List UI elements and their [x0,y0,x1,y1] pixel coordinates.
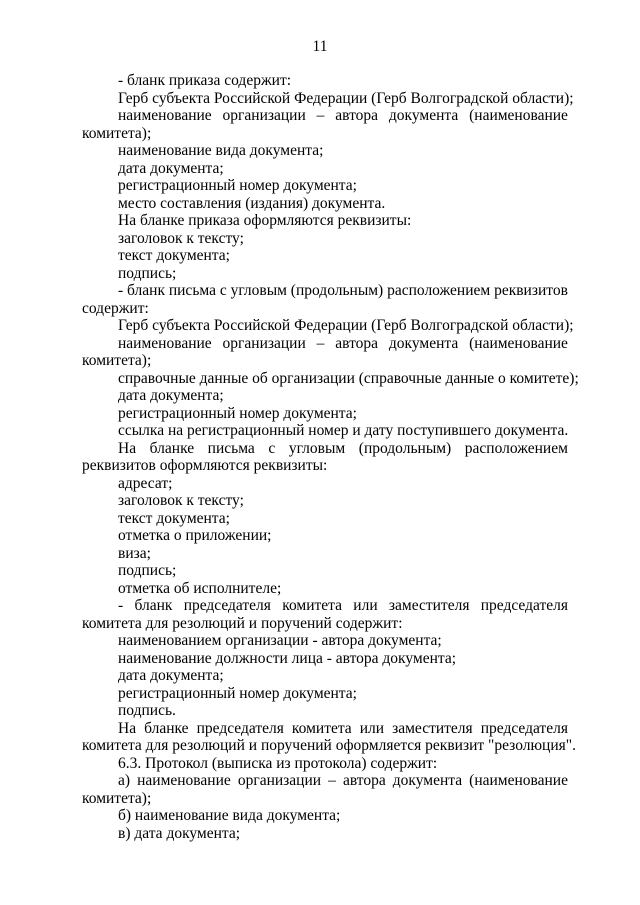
text-line: в) дата документа; [118,824,241,842]
word: организации [222,107,306,124]
text-line: наименование вида документа; [118,142,324,159]
document-body [82,72,579,842]
word: – [328,772,336,789]
text-line: отметка о приложении; [118,527,272,544]
text-line: подпись. [118,702,176,719]
text-line: подпись; [118,264,177,282]
text-line: - бланк приказа содержит: [118,72,292,89]
word: письма [168,282,216,299]
text-line: текст документа; [118,509,230,527]
word: или [353,597,378,614]
text-line: комитета); [82,352,152,369]
word: (наименование [469,107,568,124]
text-line: дата документа; [118,159,224,177]
word: На [118,439,137,457]
word: - [118,282,124,299]
word: реквизитов [494,282,568,299]
text-line: Герб субъекта Российской Федерации (Герб Волгоградской области); [118,317,574,334]
text-line: ссылка на регистрационный номер и дату поступившего документа. [118,422,569,439]
word: автора [342,772,386,789]
word: организации [237,772,322,789]
text-line: На бланке приказа оформляются реквизиты: [118,212,412,229]
word: организации [222,334,306,352]
word: документа [392,772,463,789]
word: документа [388,107,459,124]
word: бланке [149,439,195,457]
text-line: комитета); [82,789,152,807]
page-number: 11 [312,38,328,55]
text-line: наименование должности лица - автора документа; [118,649,457,667]
word: (продольным) [290,282,384,299]
word: с [268,439,276,457]
word: с [219,282,227,299]
word: бланк [127,282,165,299]
word: заместителя [392,719,473,737]
text-line: Герб субъекта Российской Федерации (Герб Волгоградской области); [118,89,574,107]
word: – [316,107,325,124]
word: или [359,719,385,737]
text-line [82,720,568,738]
text-line: подпись; [118,562,177,579]
text-line [82,282,568,300]
word: угловым [288,439,346,457]
word: председателя [196,719,284,737]
text-line [82,597,568,615]
word: расположением [387,282,491,299]
text-line: дата документа; [118,387,224,404]
word: (наименование [469,334,568,352]
word: (наименование [469,772,568,789]
text-line [82,335,568,353]
text-line: комитета); [82,124,152,142]
word: На [118,719,137,737]
text-line: регистрационный номер документа; [118,684,357,702]
text-line: комитета для резолюций и поручений оформляется реквизит "резолюция". [82,737,576,754]
text-line: текст документа; [118,247,230,264]
text-line: комитета для резолюций и поручений содержит: [82,614,403,632]
word: (продольным) [358,439,452,457]
word: наименование [137,772,231,789]
word: бланк [134,597,173,614]
text-line: дата документа; [118,667,224,684]
text-line: справочные данные об организации (справочные данные о комитете); [118,369,579,387]
word: комитета [282,597,343,614]
text-line: виза; [118,544,151,562]
text-line: адресат; [118,474,173,492]
word: автора [335,334,379,352]
word: документа [388,334,459,352]
text-line: заголовок к тексту; [118,492,244,509]
text-line: заголовок к тексту; [118,229,244,247]
text-line: регистрационный номер документа; [118,404,357,422]
text-line: наименованием организации - автора документа; [118,632,442,649]
word: - [118,597,124,614]
text-line: реквизитов оформляются реквизиты: [82,457,328,474]
text-line [82,772,568,790]
word: председателя [183,597,271,614]
word: – [316,334,325,352]
word: автора [335,107,379,124]
text-line: место составления (издания) документа. [118,194,386,212]
word: письма [207,439,255,457]
text-line: б) наименование вида документа; [118,807,341,824]
word: наименование [118,334,212,352]
word: заместителя [388,597,470,614]
text-line [82,107,568,125]
text-line: регистрационный номер документа; [118,177,357,194]
word: расположением [464,439,568,457]
word: наименование [118,107,212,124]
text-line: отметка об исполнителе; [118,579,282,597]
word: угловым [230,282,287,299]
word: бланке [144,719,189,737]
word: председателя [480,719,568,737]
word: комитета [291,719,352,737]
word: председателя [480,597,568,614]
text-line [82,440,568,458]
word: а) [118,772,131,789]
text-line: содержит: [82,299,149,317]
text-line: 6.3. Протокол (выписка из протокола) содержит: [118,754,438,772]
